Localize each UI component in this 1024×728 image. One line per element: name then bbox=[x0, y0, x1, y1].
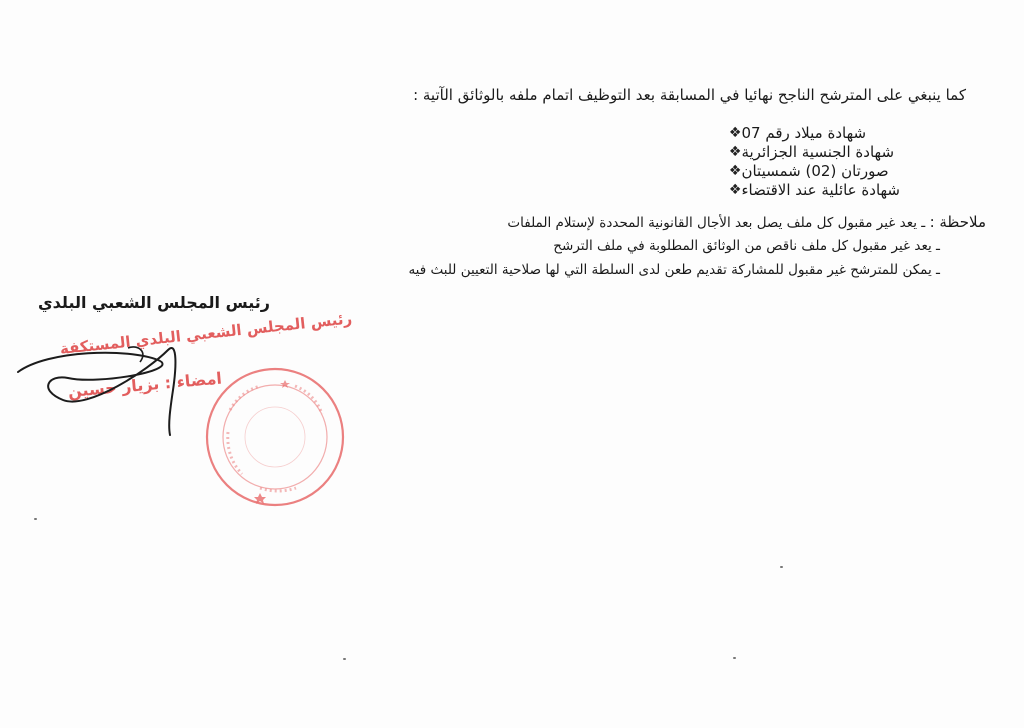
list-item bbox=[725, 161, 900, 180]
intro-paragraph: كما ينبغي على المترشح الناجح نهائيا في المسابقة بعد التوظيف اتمام ملفه بالوثائق الآتية : bbox=[413, 86, 966, 104]
list-item bbox=[725, 180, 900, 199]
note-line: ـ يعد غير مقبول كل ملف ناقص من الوثائق المطلوبة في ملف الترشح bbox=[553, 238, 940, 254]
note-first-line bbox=[507, 210, 986, 234]
scan-speck bbox=[34, 518, 37, 520]
diamond-bullet-icon: ❖ bbox=[728, 124, 742, 141]
required-documents-list bbox=[725, 123, 900, 199]
note-line: ـ يمكن للمترشح غير مقبول للمشاركة تقديم طعن لدى السلطة التي لها صلاحية التعيين للبث فيه bbox=[408, 262, 940, 278]
diamond-bullet-icon: ❖ bbox=[728, 143, 742, 160]
document-item-text: شهادة عائلية عند الاقتضاء bbox=[741, 180, 900, 199]
scan-speck bbox=[343, 658, 346, 660]
notes-section bbox=[507, 210, 986, 234]
stamp-title-text: رئيس المجلس الشعبي البلدي المستكفة bbox=[59, 309, 353, 358]
document-item-text: شهادة الجنسية الجزائرية bbox=[741, 142, 895, 161]
list-item bbox=[725, 142, 900, 161]
diamond-bullet-icon: ❖ bbox=[728, 181, 742, 198]
diamond-bullet-icon: ❖ bbox=[728, 162, 742, 179]
note-label: ملاحظة : bbox=[929, 213, 986, 231]
handwritten-signature bbox=[8, 330, 228, 440]
note-text: ـ يعد غير مقبول كل ملف يصل بعد الأجال القانونية المحددة لإستلام الملفات bbox=[507, 215, 926, 231]
scan-speck bbox=[780, 566, 783, 568]
document-item-text: شهادة ميلاد رقم 07 bbox=[741, 123, 867, 142]
stamp-signatory-text: امضاء : بزيار حسين bbox=[67, 368, 223, 401]
signatory-title: رئيس المجلس الشعبي البلدي bbox=[38, 293, 270, 312]
document-item-text: صورتان (02) شمسيتان bbox=[741, 161, 889, 180]
scan-speck bbox=[733, 657, 736, 659]
list-item bbox=[725, 123, 900, 142]
